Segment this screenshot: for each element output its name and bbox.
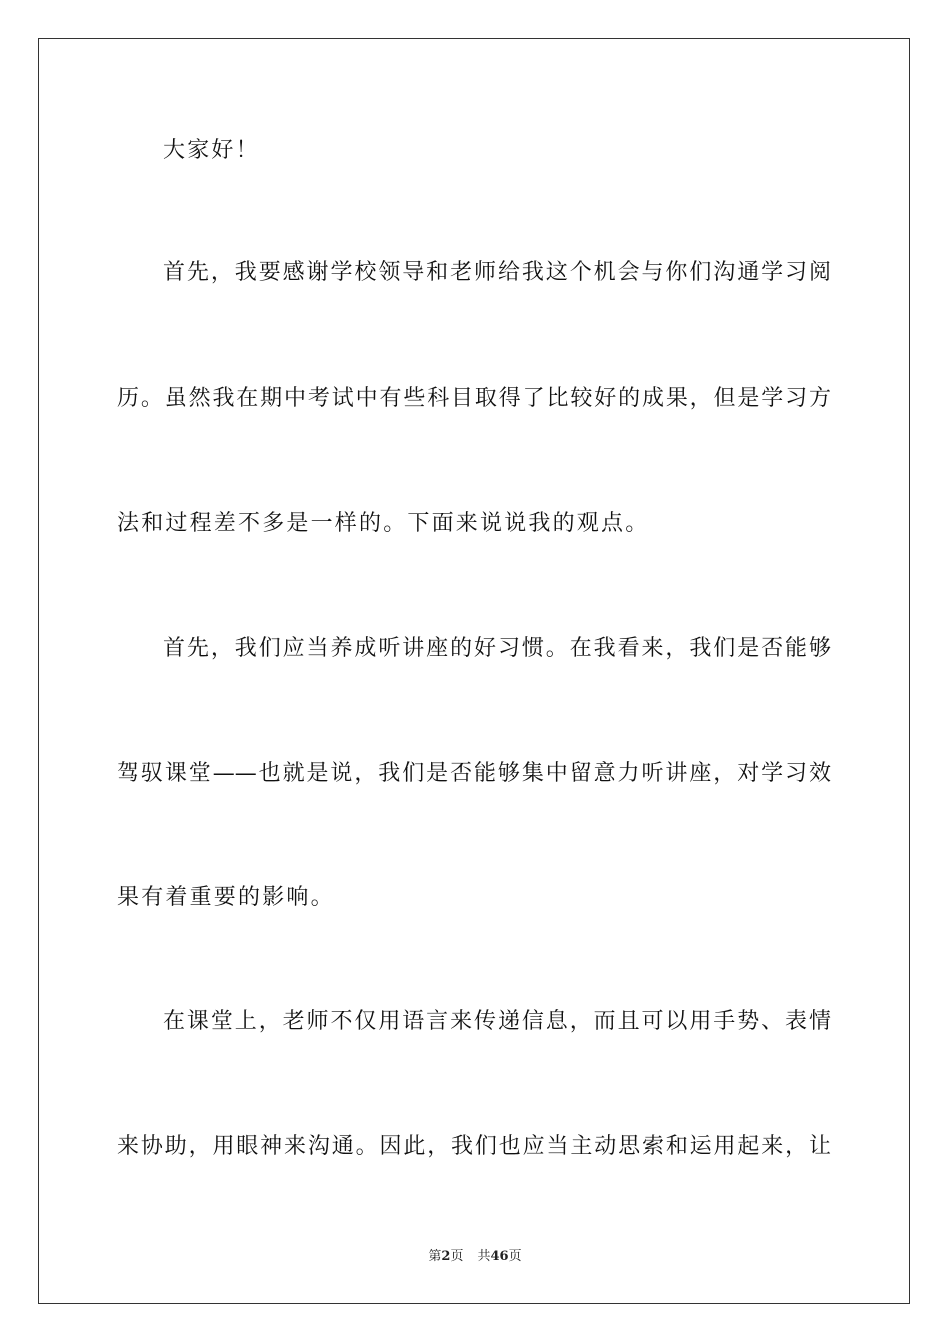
- page-suffix: 页: [450, 1249, 464, 1264]
- greeting-line: 大家好！: [163, 138, 260, 163]
- paragraph-1-line-3: 法和过程差不多是一样的。下面来说说我的观点。: [117, 511, 650, 536]
- paragraph-3-line-1: 在课堂上，老师不仅用语言来传递信息，而且可以用手势、表情: [163, 1009, 831, 1034]
- page-number: 2: [441, 1249, 451, 1264]
- total-prefix: 共: [477, 1249, 491, 1264]
- paragraph-2-line-1: 首先，我们应当养成听讲座的好习惯。在我看来，我们是否能够: [163, 636, 831, 661]
- paragraph-1-line-1: 首先，我要感谢学校领导和老师给我这个机会与你们沟通学习阅: [163, 260, 831, 285]
- total-suffix: 页: [508, 1249, 522, 1264]
- page-border: [38, 38, 910, 1304]
- paragraph-1-line-2: 历。虽然我在期中考试中有些科目取得了比较好的成果，但是学习方: [117, 386, 831, 411]
- page-footer: [0, 1248, 950, 1266]
- page-prefix: 第: [428, 1249, 442, 1264]
- paragraph-2-line-2: 驾驭课堂——也就是说，我们是否能够集中留意力听讲座，对学习效: [117, 761, 831, 786]
- total-pages: 46: [490, 1249, 509, 1264]
- paragraph-3-line-2: 来协助，用眼神来沟通。因此，我们也应当主动思索和运用起来，让: [117, 1134, 831, 1159]
- paragraph-2-line-3: 果有着重要的影响。: [117, 885, 335, 910]
